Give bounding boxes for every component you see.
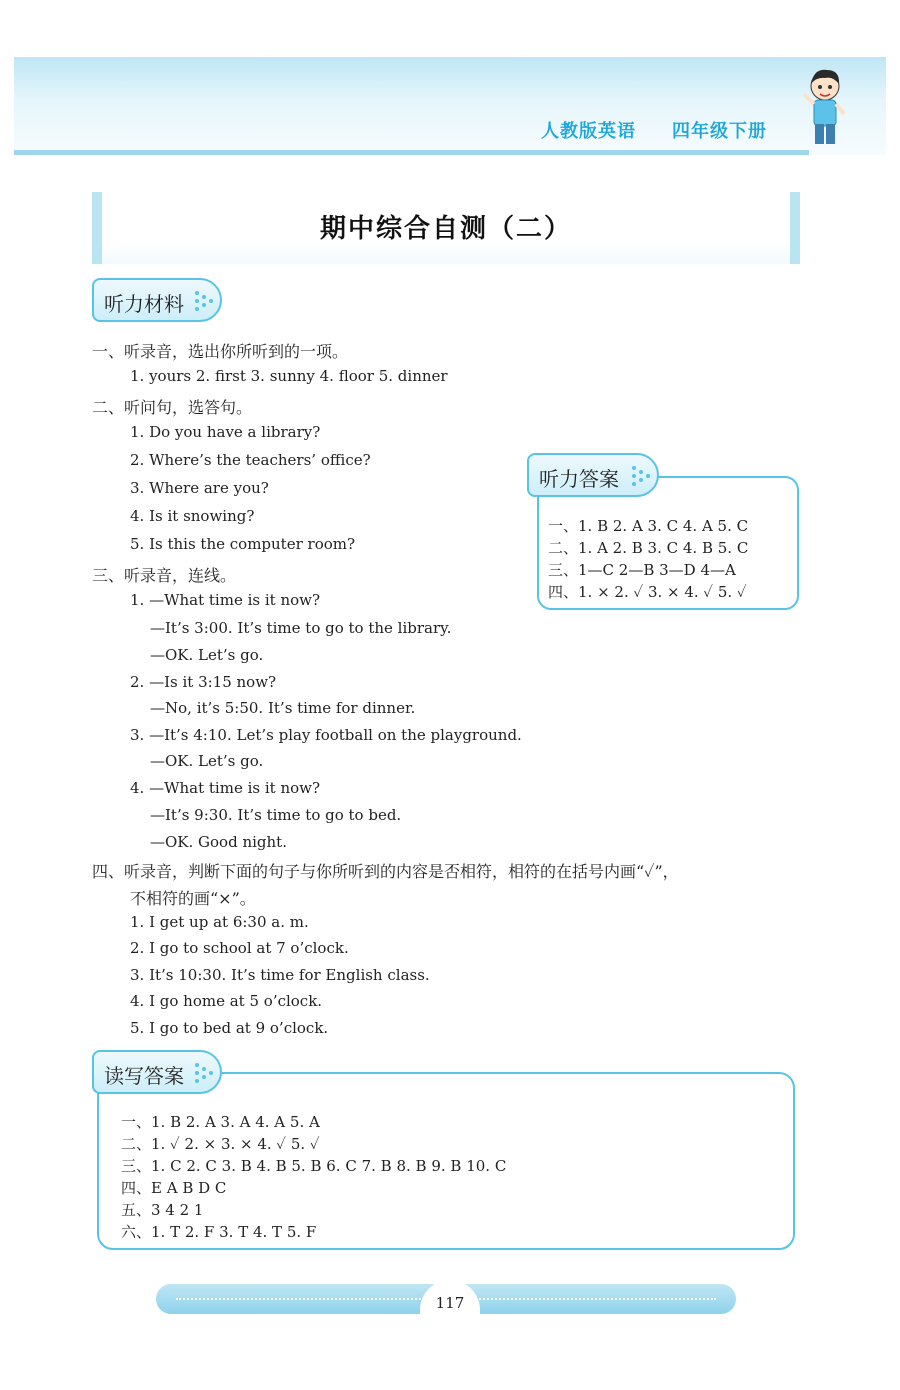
text-line: 3. It’s 10:30. It’s time for English class. — [130, 966, 430, 984]
answer-line: 一、1. B 2. A 3. A 4. A 5. A — [121, 1113, 320, 1131]
tab-label: 听力材料 — [104, 292, 184, 316]
tab-label: 读写答案 — [104, 1064, 184, 1088]
text-line: —It’s 9:30. It’s time to go to bed. — [150, 806, 402, 824]
page-number: 117 — [420, 1280, 480, 1320]
text-line: 2. Where’s the teachers’ office? — [130, 451, 371, 469]
tab-label: 听力答案 — [539, 467, 619, 491]
dots-arrow-icon — [194, 290, 214, 312]
text-line: 3. —It’s 4:10. Let’s play football on the playground. — [130, 726, 522, 744]
text-line: —No, it’s 5:50. It’s time for dinner. — [150, 699, 416, 717]
text-line: 1. yours 2. first 3. sunny 4. floor 5. dinner — [130, 367, 448, 385]
text-line: 2. I go to school at 7 o’clock. — [130, 939, 349, 957]
header-subject: 人教版英语 — [541, 121, 636, 142]
tab-reading-writing-answers — [92, 1050, 222, 1094]
text-line: —OK. Let’s go. — [150, 752, 264, 770]
tab-listening-material — [92, 278, 222, 322]
answer-line: 一、1. B 2. A 3. C 4. A 5. C — [548, 517, 749, 535]
tab-listening-answers — [527, 453, 659, 497]
answer-line: 五、3 4 2 1 — [121, 1201, 204, 1219]
answer-line: 六、1. T 2. F 3. T 4. T 5. F — [121, 1223, 317, 1241]
text-line: 4. —What time is it now? — [130, 779, 321, 797]
section-heading: 二、听问句，选答句。 — [92, 398, 253, 417]
section-heading: 四、听录音，判断下面的句子与你所听到的内容是否相符，相符的在括号内画“✓”， — [92, 862, 679, 881]
text-line: 3. Where are you? — [130, 479, 269, 497]
text-line: 1. Do you have a library? — [130, 423, 321, 441]
answer-line: 四、E A B D C — [121, 1179, 227, 1197]
text-line: —OK. Good night. — [150, 833, 287, 851]
section-heading: 一、听录音，选出你所听到的一项。 — [92, 342, 349, 361]
text-line: 1. I get up at 6:30 a. m. — [130, 913, 309, 931]
answer-line: 二、1. A 2. B 3. C 4. B 5. C — [548, 539, 749, 557]
text-line: 2. —Is it 3:15 now? — [130, 673, 277, 691]
text-line: —OK. Let’s go. — [150, 646, 264, 664]
section-heading: 三、听录音，连线。 — [92, 566, 237, 585]
page-title: 期中综合自测（二） — [319, 214, 572, 244]
title-box — [92, 192, 800, 264]
header-divider — [14, 150, 809, 155]
boy-mascot-icon — [800, 66, 850, 152]
text-line: 4. I go home at 5 o’clock. — [130, 992, 323, 1010]
answer-line: 三、1—C 2—B 3—D 4—A — [548, 561, 736, 579]
dots-arrow-icon — [194, 1062, 214, 1084]
text-line: 4. Is it snowing? — [130, 507, 255, 525]
text-line: 1. —What time is it now? — [130, 591, 321, 609]
header-grade: 四年级下册 — [672, 121, 767, 142]
text-line: 不相符的画“×”。 — [130, 889, 256, 908]
answer-line: 三、1. C 2. C 3. B 4. B 5. B 6. C 7. B 8. B 9. B 10. C — [121, 1157, 507, 1175]
dots-arrow-icon — [631, 465, 651, 487]
text-line: —It’s 3:00. It’s time to go to the library. — [150, 619, 452, 637]
text-line: 5. Is this the computer room? — [130, 535, 356, 553]
answer-line: 二、1. ✓ 2. × 3. × 4. ✓ 5. ✓ — [121, 1135, 320, 1153]
text-line: 5. I go to bed at 9 o’clock. — [130, 1019, 329, 1037]
answer-line: 四、1. × 2. ✓ 3. × 4. ✓ 5. ✓ — [548, 583, 747, 601]
